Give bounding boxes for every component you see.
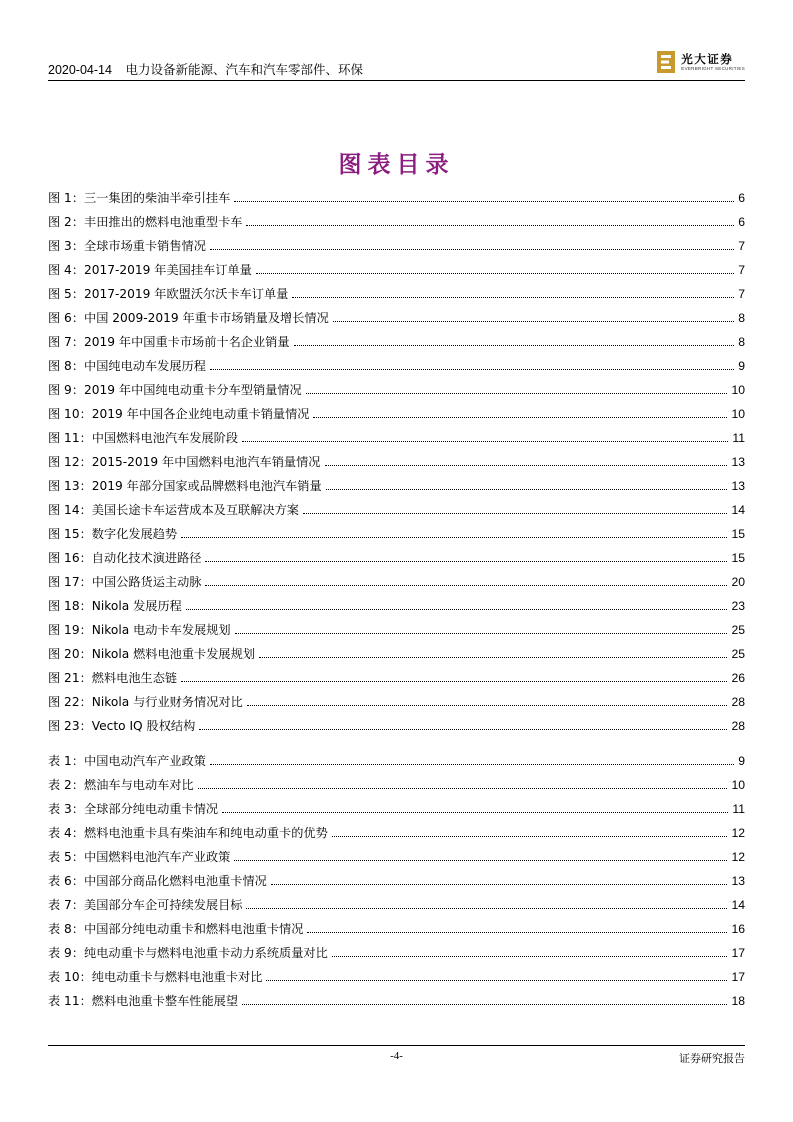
figure-entry-page: 7 — [738, 239, 745, 253]
table-entry-label: 表 4：燃料电池重卡具有柴油车和纯电动重卡的优势 — [48, 826, 328, 840]
figure-entry[interactable] — [48, 182, 745, 206]
figure-entry-label: 图 13：2019 年部分国家或品牌燃料电池汽车销量 — [48, 479, 322, 493]
table-entry-label: 表 10：纯电动重卡与燃料电池重卡对比 — [48, 970, 263, 984]
dot-leader — [256, 273, 734, 274]
figure-entry[interactable] — [48, 470, 745, 494]
figure-entry[interactable] — [48, 614, 745, 638]
figure-entry[interactable] — [48, 350, 745, 374]
figure-entry-page: 10 — [731, 383, 745, 397]
figure-entry-page: 20 — [731, 575, 745, 589]
figure-entry[interactable] — [48, 494, 745, 518]
dot-leader — [307, 932, 727, 933]
figure-entry-label: 图 12：2015-2019 年中国燃料电池汽车销量情况 — [48, 455, 321, 469]
table-entry-label: 表 6：中国部分商品化燃料电池重卡情况 — [48, 874, 267, 888]
figure-entry[interactable] — [48, 590, 745, 614]
figures-list — [48, 182, 745, 734]
dot-leader — [332, 836, 728, 837]
table-entry-page: 18 — [731, 994, 745, 1008]
table-entry-label: 表 1：中国电动汽车产业政策 — [48, 754, 206, 768]
table-entry-label: 表 11：燃料电池重卡整车性能展望 — [48, 994, 239, 1008]
header-text — [48, 60, 363, 78]
sector-label: 电力设备新能源、汽车和汽车零部件、环保 — [125, 63, 363, 77]
logo-english-name: EVERBRIGHT SECURITIES — [681, 66, 745, 71]
tables-list — [48, 745, 745, 1009]
dot-leader — [234, 860, 727, 861]
figure-entry-page: 28 — [731, 719, 745, 733]
dot-leader — [247, 705, 728, 706]
dot-leader — [271, 884, 728, 885]
table-entry-page: 12 — [731, 826, 745, 840]
dot-leader — [181, 681, 727, 682]
dot-leader — [186, 609, 728, 610]
table-entry[interactable] — [48, 937, 745, 961]
figure-entry[interactable] — [48, 374, 745, 398]
figure-entry-page: 14 — [731, 503, 745, 517]
figure-entry[interactable] — [48, 230, 745, 254]
figure-entry[interactable] — [48, 302, 745, 326]
table-entry-page: 10 — [731, 778, 745, 792]
figure-entry-label: 图 19：Nikola 电动卡车发展规划 — [48, 623, 231, 637]
figure-entry-label: 图 22：Nikola 与行业财务情况对比 — [48, 695, 243, 709]
table-entry-page: 11 — [732, 802, 745, 816]
figure-entry-label: 图 16：自动化技术演进路径 — [48, 551, 202, 565]
table-entry[interactable] — [48, 961, 745, 985]
figure-entry[interactable] — [48, 398, 745, 422]
figure-entry[interactable] — [48, 254, 745, 278]
table-entry-page: 14 — [731, 898, 745, 912]
figure-entry-label: 图 3：全球市场重卡销售情况 — [48, 239, 206, 253]
figure-entry-label: 图 7：2019 年中国重卡市场前十名企业销量 — [48, 335, 290, 349]
figure-entry-page: 15 — [731, 551, 745, 565]
figure-entry[interactable] — [48, 542, 745, 566]
table-entry-page: 12 — [731, 850, 745, 864]
table-entry-label: 表 2：燃油车与电动车对比 — [48, 778, 194, 792]
figure-entry-label: 图 17：中国公路货运主动脉 — [48, 575, 202, 589]
table-entry-page: 13 — [731, 874, 745, 888]
logo-chinese-name: 光大证券 — [681, 52, 734, 66]
dot-leader — [294, 345, 735, 346]
footer-divider — [48, 1045, 745, 1046]
figure-entry-page: 23 — [731, 599, 745, 613]
table-entry-label: 表 8：中国部分纯电动重卡和燃料电池重卡情况 — [48, 922, 304, 936]
dot-leader — [332, 956, 728, 957]
figure-entry[interactable] — [48, 710, 745, 734]
figure-entry-page: 7 — [738, 263, 745, 277]
figure-entry-page: 15 — [731, 527, 745, 541]
figure-entry[interactable] — [48, 662, 745, 686]
figure-entry-label: 图 8：中国纯电动车发展历程 — [48, 359, 206, 373]
figure-entry-label: 图 2：丰田推出的燃料电池重型卡车 — [48, 215, 243, 229]
figure-entry[interactable] — [48, 326, 745, 350]
figure-entry[interactable] — [48, 278, 745, 302]
figure-entry-label: 图 9：2019 年中国纯电动重卡分车型销量情况 — [48, 383, 302, 397]
dot-leader — [210, 369, 734, 370]
table-entry-label: 表 9：纯电动重卡与燃料电池重卡动力系统质量对比 — [48, 946, 328, 960]
figure-entry[interactable] — [48, 446, 745, 470]
figure-entry[interactable] — [48, 566, 745, 590]
dot-leader — [325, 465, 728, 466]
table-entry-page: 17 — [731, 946, 745, 960]
figure-entry-label: 图 21：燃料电池生态链 — [48, 671, 178, 685]
dot-leader — [313, 417, 727, 418]
figure-entry-label: 图 18：Nikola 发展历程 — [48, 599, 182, 613]
figure-entry-label: 图 23：Vecto IQ 股权结构 — [48, 719, 196, 733]
figure-entry-label: 图 1：三一集团的柴油半牵引挂车 — [48, 191, 231, 205]
figure-entry-page: 8 — [738, 311, 745, 325]
table-entry[interactable] — [48, 745, 745, 769]
dot-leader — [210, 764, 734, 765]
dot-leader — [205, 561, 727, 562]
figure-entry-label: 图 5：2017-2019 年欧盟沃尔沃卡车订单量 — [48, 287, 289, 301]
table-entry[interactable] — [48, 913, 745, 937]
figure-entry-page: 26 — [731, 671, 745, 685]
table-entry[interactable] — [48, 985, 745, 1009]
dot-leader — [242, 1004, 727, 1005]
page-number: -4- — [390, 1050, 403, 1062]
figure-entry-page: 8 — [738, 335, 745, 349]
table-entry-page: 16 — [731, 922, 745, 936]
dot-leader — [306, 393, 728, 394]
figure-entry-label: 图 10：2019 年中国各企业纯电动重卡销量情况 — [48, 407, 310, 421]
header-divider — [48, 80, 745, 81]
table-entry-label: 表 5：中国燃料电池汽车产业政策 — [48, 850, 231, 864]
table-entry[interactable] — [48, 769, 745, 793]
dot-leader — [266, 980, 727, 981]
figure-entry-label: 图 20：Nikola 燃料电池重卡发展规划 — [48, 647, 255, 661]
figure-entry-page: 6 — [738, 215, 745, 229]
table-entry-page: 17 — [731, 970, 745, 984]
dot-leader — [198, 788, 728, 789]
figure-entry[interactable] — [48, 686, 745, 710]
table-entry-label: 表 7：美国部分车企可持续发展目标 — [48, 898, 243, 912]
table-entry[interactable] — [48, 817, 745, 841]
everbright-logo-icon — [655, 49, 677, 75]
figure-entry-page: 9 — [738, 359, 745, 373]
figure-entry-page: 25 — [731, 623, 745, 637]
figure-entry[interactable] — [48, 422, 745, 446]
dot-leader — [292, 297, 734, 298]
figure-entry[interactable] — [48, 206, 745, 230]
figure-entry-page: 25 — [731, 647, 745, 661]
table-entry-page: 9 — [738, 754, 745, 768]
figure-entry-label: 图 6：中国 2009-2019 年重卡市场销量及增长情况 — [48, 311, 329, 325]
figure-entry[interactable] — [48, 518, 745, 542]
table-entry[interactable] — [48, 841, 745, 865]
figure-entry-page: 10 — [731, 407, 745, 421]
figure-entry-page: 7 — [738, 287, 745, 301]
figure-entry-page: 13 — [731, 479, 745, 493]
figure-entry[interactable] — [48, 638, 745, 662]
dot-leader — [222, 812, 728, 813]
dot-leader — [181, 537, 727, 538]
figure-entry-page: 13 — [731, 455, 745, 469]
dot-leader — [326, 489, 728, 490]
report-date: 2020-04-14 — [48, 63, 112, 77]
dot-leader — [246, 908, 727, 909]
dot-leader — [234, 201, 734, 202]
report-type: 证券研究报告 — [679, 1052, 745, 1065]
dot-leader — [199, 729, 727, 730]
dot-leader — [210, 249, 734, 250]
dot-leader — [259, 657, 727, 658]
figure-entry-label: 图 14：美国长途卡车运营成本及互联解决方案 — [48, 503, 299, 517]
figure-entry-page: 6 — [738, 191, 745, 205]
figure-entry-label: 图 4：2017-2019 年美国挂车订单量 — [48, 263, 252, 277]
figure-entry-page: 11 — [732, 431, 745, 445]
table-entry[interactable] — [48, 865, 745, 889]
dot-leader — [205, 585, 727, 586]
table-entry[interactable] — [48, 793, 745, 817]
dot-leader — [235, 633, 728, 634]
table-entry[interactable] — [48, 889, 745, 913]
dot-leader — [246, 225, 734, 226]
figure-entry-page: 28 — [731, 695, 745, 709]
figure-entry-label: 图 11：中国燃料电池汽车发展阶段 — [48, 431, 239, 445]
page-header — [48, 52, 745, 80]
page-title: 图表目录 — [338, 151, 455, 178]
table-entry-label: 表 3：全球部分纯电动重卡情况 — [48, 802, 219, 816]
dot-leader — [242, 441, 728, 442]
dot-leader — [303, 513, 727, 514]
figure-entry-label: 图 15：数字化发展趋势 — [48, 527, 178, 541]
company-logo — [655, 48, 745, 76]
dot-leader — [333, 321, 734, 322]
